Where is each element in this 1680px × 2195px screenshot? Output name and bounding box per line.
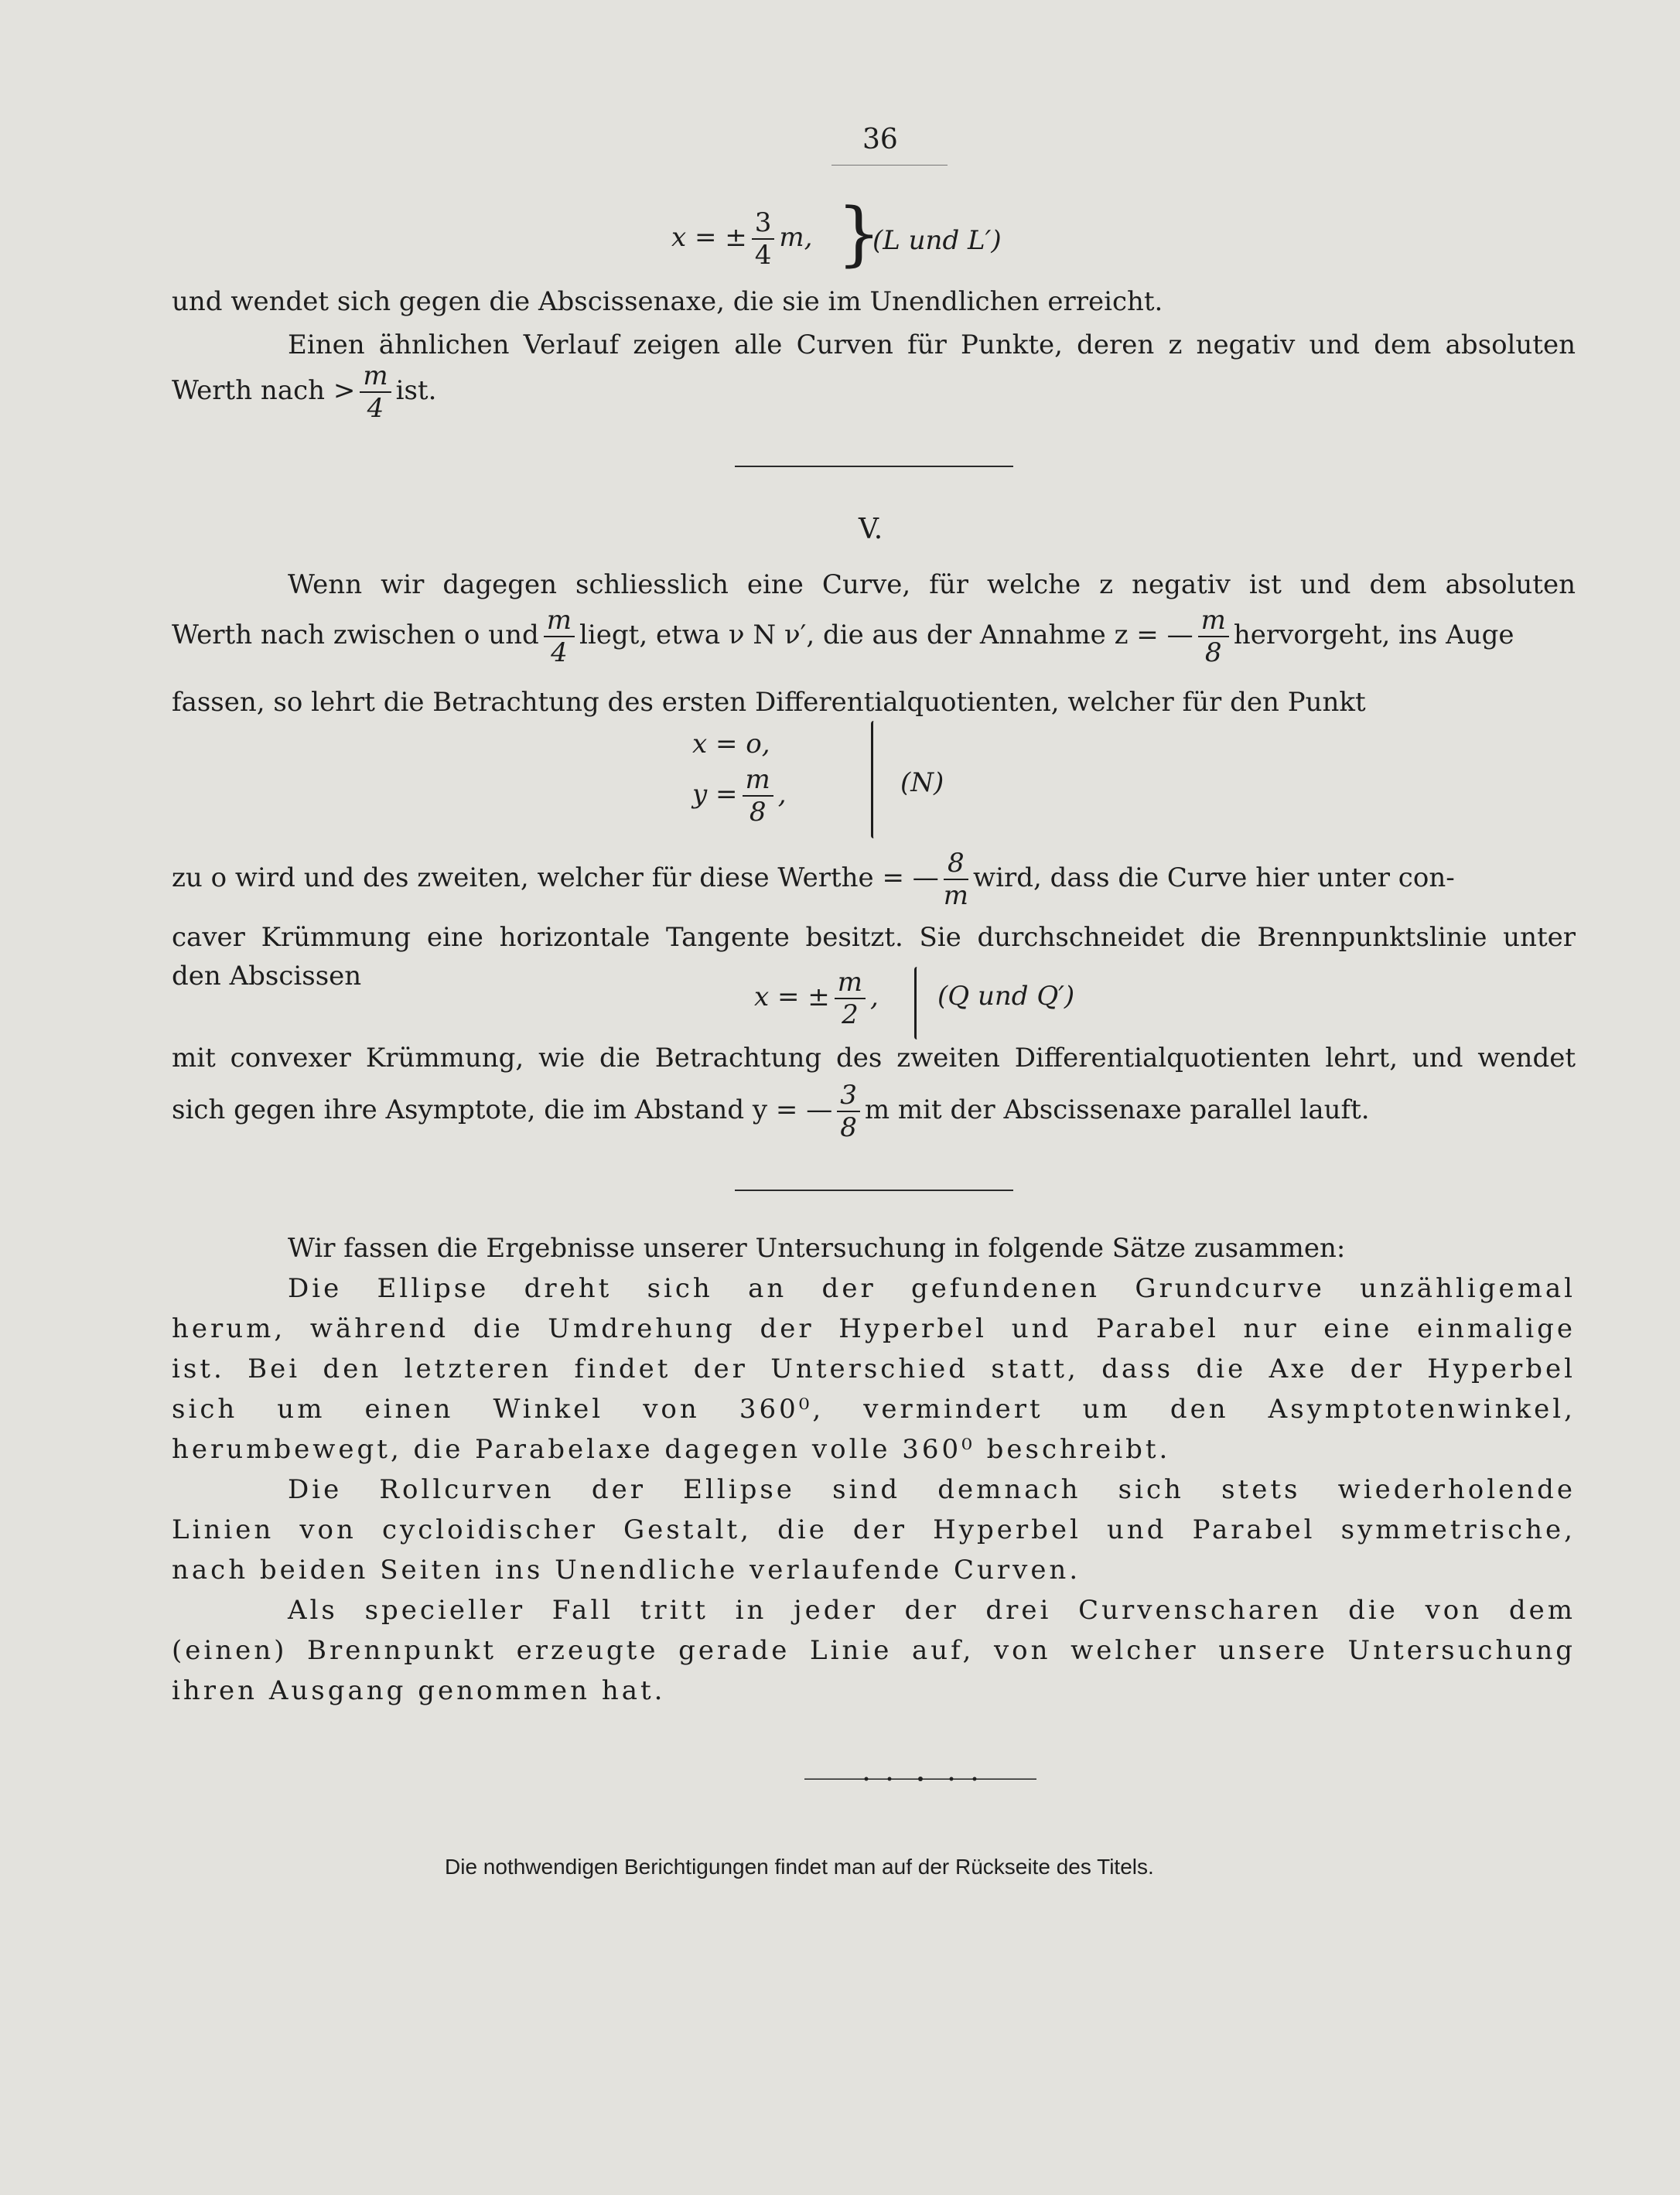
p3-den2: 8	[1204, 637, 1222, 668]
eq1-label: (L und L′)	[872, 225, 1002, 256]
eq1-rhs: m,	[779, 222, 813, 253]
section-divider	[735, 466, 1013, 467]
p2-line2-b: ist.	[395, 375, 437, 406]
ornamental-rule	[804, 1777, 1036, 1781]
p2-den: 4	[367, 393, 384, 424]
p4-num: 8	[944, 848, 968, 880]
eq1-num: 3	[752, 207, 775, 240]
p5-fraction	[837, 1080, 860, 1143]
eqN-num: m	[743, 764, 773, 797]
footer-note: Die nothwendigen Berichtigungen findet man auf der Rückseite des Titels.	[445, 1855, 1154, 1879]
eqN-label: (N)	[900, 767, 944, 798]
p4-line1	[172, 848, 1455, 911]
p3-line2	[172, 605, 1514, 668]
p2-line2	[172, 360, 436, 424]
eqN-row1: x = o,	[692, 729, 770, 760]
s1-line4: sich um einen Winkel von 360⁰, vermindert um den Asymptotenwinkel,	[172, 1394, 1576, 1425]
p5-line2-a: sich gegen ihre Asymptote, die im Abstand y = —	[172, 1094, 833, 1125]
eqQ-end: ,	[870, 981, 879, 1012]
eqQ-fraction	[835, 967, 866, 1030]
p3-fraction1	[544, 605, 575, 668]
eqN-den: 8	[749, 797, 767, 828]
p4-line1-a: zu o wird und des zweiten, welcher für diese Werthe = —	[172, 862, 939, 893]
p2-num: m	[360, 360, 391, 393]
eq1-lhs: x = ±	[671, 222, 747, 253]
s1-line3: ist. Bei den letzteren findet der Unterschied statt, dass die Axe der Hyperbel	[172, 1354, 1576, 1384]
s2-line2: Linien von cycloidischer Gestalt, die der Hyperbel und Parabel symmetrische,	[172, 1514, 1576, 1545]
p5-line2-b: m mit der Abscissenaxe parallel lauft.	[864, 1094, 1370, 1125]
s3-line3: ihren Ausgang genommen hat.	[172, 1675, 666, 1706]
p4-line2: caver Krümmung eine horizontale Tangente besitzt. Sie durchschneidet die Brennpunktslinie unter	[172, 922, 1576, 953]
p3-line2-b: liegt, etwa ν N ν′, die aus der Annahme z = —	[579, 620, 1193, 650]
p3-line1: Wenn wir dagegen schliesslich eine Curve, für welche z negativ ist und dem absoluten	[288, 569, 1576, 600]
eqQ-den: 2	[842, 999, 859, 1030]
eqQ-num: m	[835, 967, 866, 999]
p4-line3: den Abscissen	[172, 961, 362, 992]
equation-q	[754, 967, 879, 1030]
s3-line2: (einen) Brennpunkt erzeugte gerade Linie auf, von welcher unsere Untersuchung	[172, 1635, 1576, 1666]
eqN-row2	[692, 764, 787, 828]
p2-line2-a: Werth nach >	[172, 375, 356, 406]
p2-line1: Einen ähnlichen Verlauf zeigen alle Curven für Punkte, deren z negativ und dem absoluten	[288, 329, 1576, 360]
s2-line1: Die Rollcurven der Ellipse sind demnach sich stets wiederholende	[288, 1474, 1576, 1505]
eqN-brace	[871, 721, 876, 838]
p1-line1: und wendet sich gegen die Abscissenaxe, die sie im Unendlichen erreicht.	[172, 286, 1163, 317]
s3-line1: Als specieller Fall tritt in jeder der drei Curvenscharen die von dem	[288, 1595, 1576, 1626]
s1-line5: herumbewegt, die Parabelaxe dagegen volle 360⁰ beschreibt.	[172, 1434, 1171, 1465]
eqQ-label: (Q und Q′)	[937, 981, 1075, 1012]
p3-den1: 4	[551, 637, 568, 668]
s2-line3: nach beiden Seiten ins Unendliche verlaufende Curven.	[172, 1555, 1081, 1586]
eqN-fraction	[743, 764, 773, 828]
p3-fraction2	[1198, 605, 1229, 668]
s1-line2: herum, während die Umdrehung der Hyperbel und Parabel nur eine einmalige	[172, 1313, 1576, 1344]
page-number-rule	[831, 165, 948, 166]
p4-line1-b: wird, dass die Curve hier unter con-	[973, 862, 1455, 893]
summary-divider	[735, 1190, 1013, 1191]
eqQ-brace	[914, 967, 920, 1039]
p4-fraction	[944, 848, 968, 911]
eqN-row2-lhs: y =	[692, 779, 738, 810]
p3-num1: m	[544, 605, 575, 637]
summary-intro: Wir fassen die Ergebnisse unserer Untersuchung in folgende Sätze zusammen:	[288, 1233, 1346, 1264]
p3-line2-a: Werth nach zwischen o und	[172, 620, 539, 650]
p5-line2	[172, 1080, 1370, 1143]
p4-den: m	[943, 880, 968, 911]
eq1-brace: }	[837, 193, 882, 275]
p3-line2-c: hervorgeht, ins Auge	[1233, 620, 1514, 650]
equation-l	[671, 207, 812, 271]
eq1-fraction	[752, 207, 775, 271]
eq1-den: 4	[754, 240, 772, 271]
page-number: 36	[862, 124, 898, 155]
p3-num2: m	[1198, 605, 1229, 637]
eqN-end: ,	[777, 779, 787, 810]
p5-den: 8	[840, 1112, 857, 1143]
section-title: V.	[859, 514, 883, 545]
s1-line1: Die Ellipse dreht sich an der gefundenen Grundcurve unzähligemal	[288, 1273, 1576, 1304]
p3-line3: fassen, so lehrt die Betrachtung des ersten Differentialquotienten, welcher für den Punkt	[172, 687, 1366, 718]
p5-num: 3	[837, 1080, 860, 1112]
p5-line1: mit convexer Krümmung, wie die Betrachtung des zweiten Differentialquotienten lehrt, und wendet	[172, 1043, 1576, 1074]
eqQ-lhs: x = ±	[754, 981, 830, 1012]
p2-fraction	[360, 360, 391, 424]
